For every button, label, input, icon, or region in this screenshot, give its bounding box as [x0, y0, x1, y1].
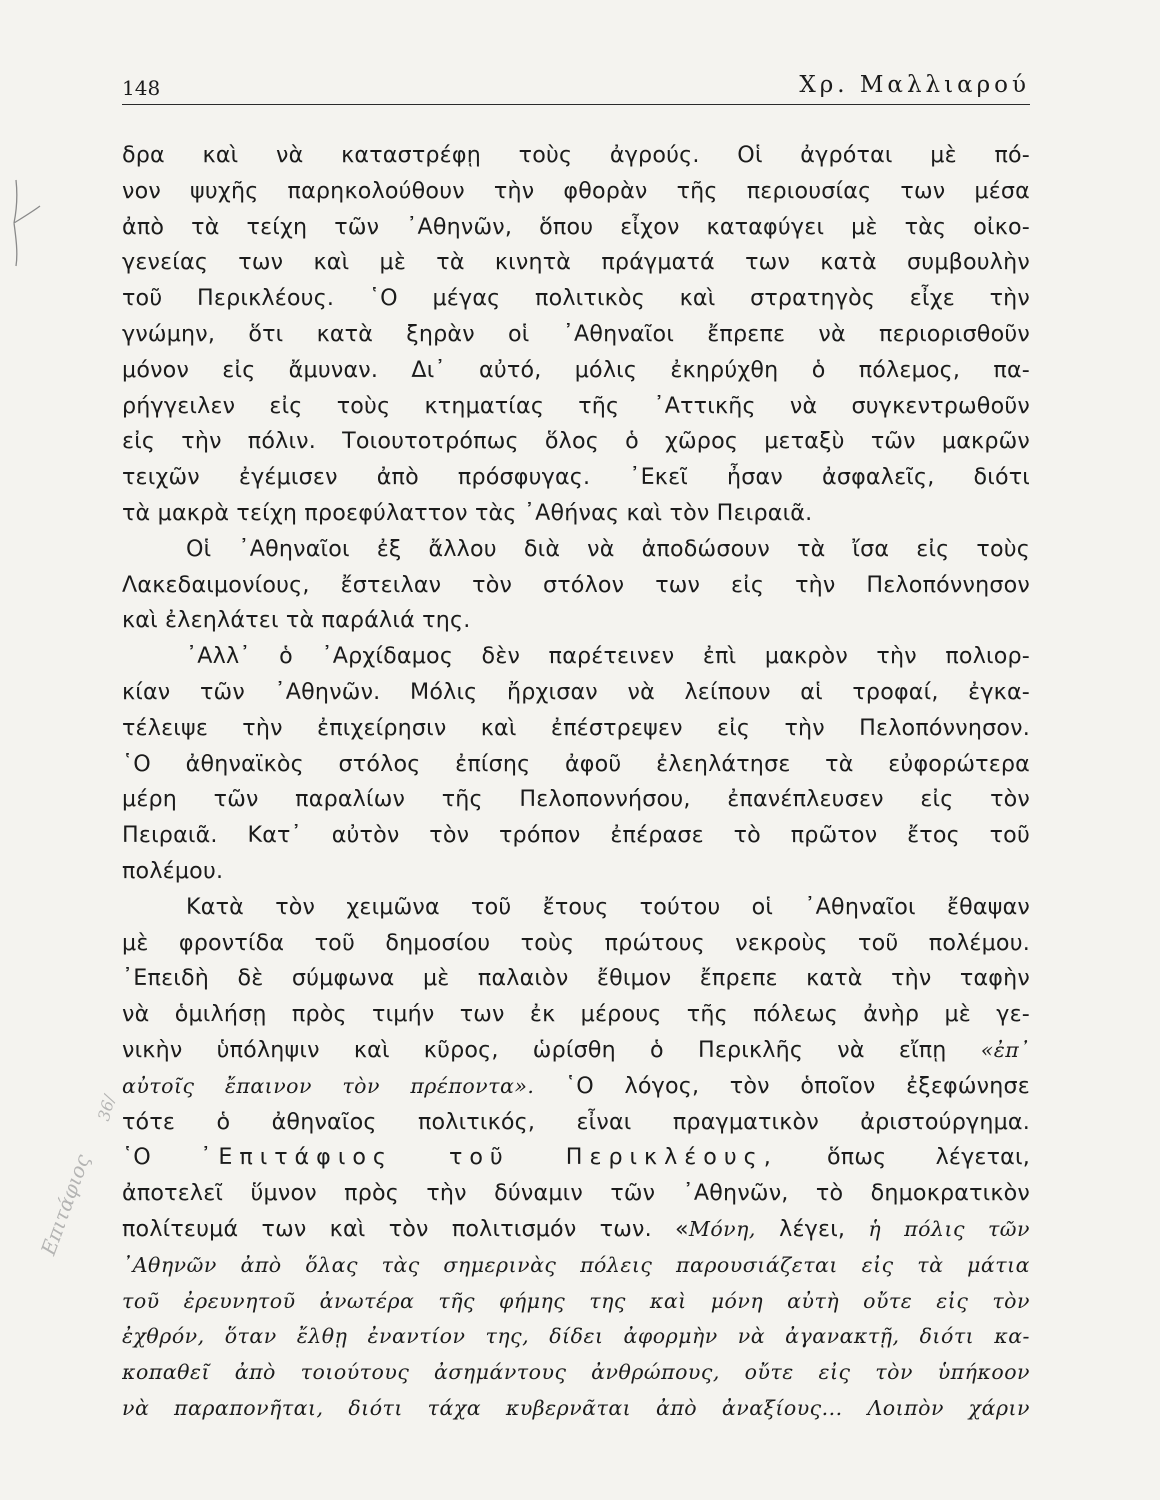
line-text: λέγει, [779, 1215, 846, 1242]
line-text: ῾Ο λόγος, τὸν ὁποῖον ἐξεφώνησε [564, 1072, 1030, 1099]
quote-line: τοῦ ἐρευνητοῦ ἀνωτέρα τῆς φήμης της καὶ μόνη αὐτὴ οὔτε εἰς τὸν [122, 1288, 1030, 1313]
text-line: Λακεδαιμονίους, ἔστειλαν τὸν στόλον των εἰς τὴν Πελοπόννησον [122, 571, 1030, 598]
text-line: ᾿Επειδὴ δὲ σύμφωνα μὲ παλαιὸν ἔθιμον ἔπρεπε κατὰ τὴν ταφὴν [122, 965, 1030, 992]
line-text: ὅπως λέγεται, [827, 1144, 1030, 1171]
quote-line: ᾿Αθηνῶν ἀπὸ ὅλας τὰς σημερινὰς πόλεις παρουσιάζεται εἰς τὰ μάτια [122, 1252, 1030, 1277]
text-line: ῾Ο ἀθηναϊκὸς στόλος ἐπίσης ἀφοῦ ἐλεηλάτησε τὰ εὐφορώτερα [122, 750, 1030, 777]
text-line: πολέμου. [122, 857, 224, 884]
quote-line: κοπαθεῖ ἀπὸ τοιούτους ἀσημάντους ἀνθρώπους, οὔτε εἰς τὸν ὑπήκοον [122, 1360, 1030, 1385]
text-line: Οἱ ᾿Αθηναῖοι ἐξ ἄλλου διὰ νὰ ἀποδώσουν τὰ ἴσα εἰς τοὺς [186, 535, 1030, 562]
text-line: Κατὰ τὸν χειμῶνα τοῦ ἔτους τούτου οἱ ᾿Αθηναῖοι ἔθαψαν [186, 893, 1030, 920]
line-text: νικὴν ὑπόληψιν καὶ κῦρος, ὡρίσθη ὁ Περικλῆς νὰ εἴπῃ [122, 1036, 947, 1063]
text-line: νὰ ὁμιλήσῃ πρὸς τιμήν των ἐκ μέρους τῆς πόλεως ἀνὴρ μὲ γε- [122, 1001, 1030, 1028]
text-line: νον ψυχῆς παρηκολούθουν τὴν φθορὰν τῆς περιουσίας των μέσα [122, 177, 1030, 204]
text-line: κίαν τῶν ᾿Αθηνῶν. Μόλις ἤρχισαν νὰ λείπουν αἱ τροφαί, ἐγκα- [122, 678, 1030, 705]
text-line: ἀπὸ τὰ τείχη τῶν ᾿Αθηνῶν, ὅπου εἶχον καταφύγει μὲ τὰς οἰκο- [122, 213, 1030, 240]
text-line: γνώμην, ὅτι κατὰ ξηρὰν οἱ ᾿Αθηναῖοι ἔπρεπε νὰ περιορισθοῦν [122, 320, 1030, 347]
pen-mark-icon [6, 178, 42, 268]
text-line: τὰ μακρὰ τείχη προεφύλαττον τὰς ᾿Αθήνας καὶ τὸν Πειραιᾶ. [122, 499, 813, 526]
text-line: μόνον εἰς ἄμυναν. Δι᾿ αὐτό, μόλις ἐκηρύχθη ὁ πόλεμος, πα- [122, 356, 1030, 383]
text-line: τειχῶν ἐγέμισεν ἀπὸ πρόσφυγας. ᾿Εκεῖ ἦσαν ἀσφαλεῖς, διότι [122, 464, 1030, 491]
margin-note-word: Επιτάφιος [36, 1151, 95, 1259]
text-line: εἰς τὴν πόλιν. Τοιουτοτρόπως ὅλος ὁ χῶρος μεταξὺ τῶν μακρῶν [122, 428, 1030, 455]
text-line: ρήγγειλεν εἰς τοὺς κτηματίας τῆς ᾿Αττικῆς νὰ συγκεντρωθοῦν [122, 392, 1030, 419]
quote-text: ἡ πόλις τῶν [868, 1216, 1030, 1241]
running-head: Χρ. Μαλλιαρού [799, 72, 1030, 98]
margin-note-number: 36/ [94, 1093, 120, 1123]
quote-text: Μόνη, [688, 1216, 756, 1241]
text-line [122, 1212, 1030, 1248]
text-line: τέλειψε τὴν ἐπιχείρησιν καὶ ἐπέστρεψεν εἰς τὴν Πελοπόννησον. [122, 714, 1030, 741]
spaced-title: ᾿Επιτάφιος τοῦ Περικλέους, [200, 1144, 778, 1171]
text-line: μὲ φροντίδα τοῦ δημοσίου τοὺς πρώτους νεκροὺς τοῦ πολέμου. [122, 929, 1030, 956]
text-line [122, 1069, 1030, 1105]
text-line: ᾿Αλλ᾿ ὁ ᾿Αρχίδαμος δὲν παρέτεινεν ἐπὶ μακρὸν τὴν πολιορ- [186, 643, 1030, 670]
text-line: δρα καὶ νὰ καταστρέφῃ τοὺς ἀγρούς. Οἱ ἀγρόται μὲ πό- [122, 142, 1030, 168]
text-line: τότε ὁ ἀθηναῖος πολιτικός, εἶναι πραγματικὸν ἀριστούργημα. [122, 1108, 1030, 1135]
text-line [122, 1140, 1030, 1176]
line-text: πολίτευμά των καὶ τὸν πολιτισμόν των. « [122, 1215, 689, 1242]
text-line: Πειραιᾶ. Κατ᾿ αὐτὸν τὸν τρόπον ἐπέρασε τὸ πρῶτον ἔτος τοῦ [122, 822, 1030, 849]
text-line [122, 1033, 1030, 1069]
quote-text: αὐτοῖς ἔπαινον τὸν πρέποντα». [122, 1073, 535, 1098]
line-text: ῾Ο [122, 1144, 151, 1171]
quote-line: νὰ παραπονῆται, διότι τάχα κυβερνᾶται ἀπὸ ἀναξίους... Λοιπὸν χάριν [122, 1395, 1030, 1420]
text-line: τοῦ Περικλέους. ῾Ο μέγας πολιτικὸς καὶ στρατηγὸς εἶχε τὴν [122, 285, 1030, 312]
text-line: γενείας των καὶ μὲ τὰ κινητὰ πράγματά των κατὰ συμβουλὴν [122, 249, 1030, 276]
text-line: μέρη τῶν παραλίων τῆς Πελοποννήσου, ἐπανέπλευσεν εἰς τὸν [122, 786, 1030, 813]
quote-open: «ἐπ᾿ [980, 1037, 1030, 1062]
page-header [122, 70, 1030, 105]
body-text [122, 138, 1030, 1427]
text-line: καὶ ἐλεηλάτει τὰ παράλιά της. [122, 607, 471, 634]
text-line: ἀποτελεῖ ὕμνον πρὸς τὴν δύναμιν τῶν ᾿Αθηνῶν, τὸ δημοκρατικὸν [122, 1180, 1030, 1207]
page-number: 148 [122, 76, 161, 100]
quote-line: ἐχθρόν, ὅταν ἔλθῃ ἐναντίον της, δίδει ἀφορμὴν νὰ ἀγανακτῇ, διότι κα- [122, 1324, 1030, 1349]
